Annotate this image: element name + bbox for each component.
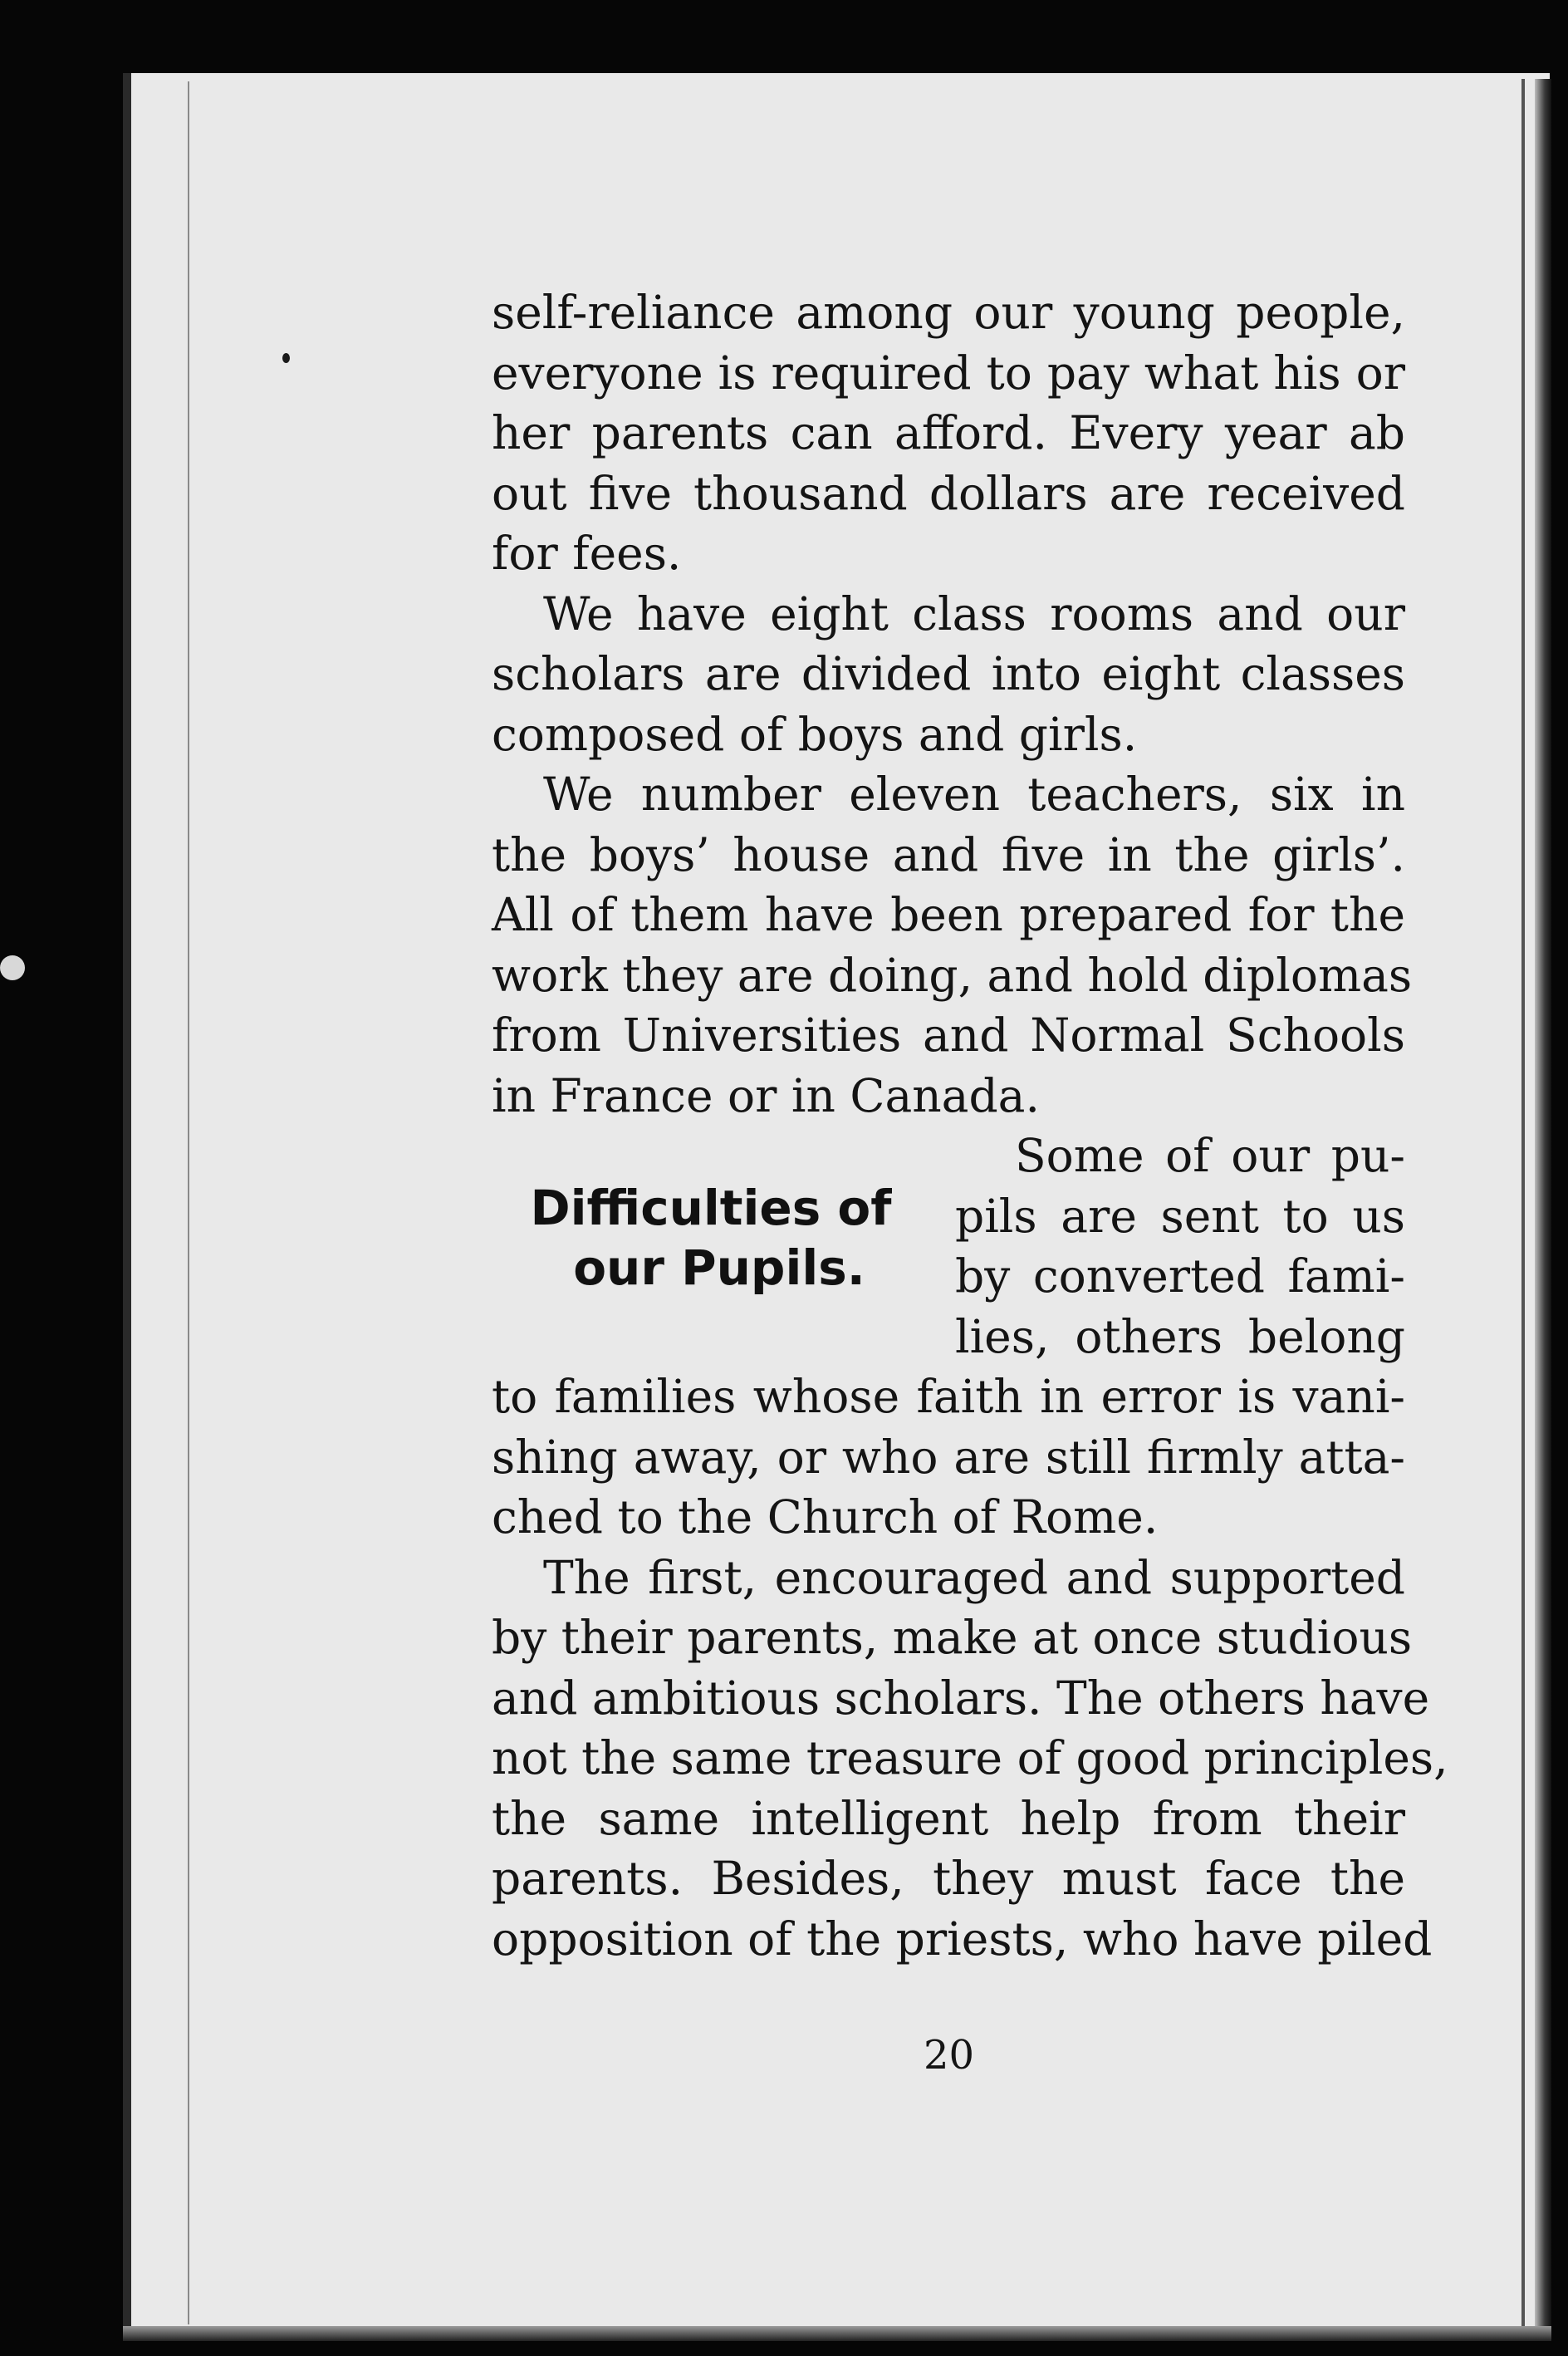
- scan-speck: [282, 353, 290, 363]
- page-margin-rule: [188, 81, 189, 2324]
- body-text-top: [492, 282, 1413, 1126]
- text-line: and ambitious scholars. The others have: [492, 1671, 1430, 1725]
- side-heading-line: our Pupils.: [573, 1239, 865, 1296]
- text-line: All of them have been prepared for the: [492, 888, 1405, 941]
- text-line: ched to the Church of Rome.: [492, 1490, 1159, 1544]
- text-line: the boys’ house and five in the girls’.: [492, 827, 1405, 881]
- page-edge: [1521, 79, 1525, 2339]
- side-heading-line: Difficulties of: [530, 1180, 892, 1236]
- text-line: for fees.: [492, 527, 682, 580]
- body-text-narrow: [955, 1126, 1405, 1367]
- text-line: Some of our pu-: [1015, 1129, 1405, 1182]
- text-line: opposition of the priests, who have piled: [492, 1912, 1433, 1966]
- text-line: pils are sent to us: [955, 1189, 1405, 1243]
- text-line: parents. Besides, they must face the: [492, 1852, 1405, 1905]
- text-line: composed of boys and girls.: [492, 707, 1138, 761]
- text-line: shing away, or who are still firmly atta-: [492, 1430, 1405, 1484]
- text-line: self-reliance among our young people,: [492, 286, 1405, 339]
- text-line: not the same treasure of good principles,: [492, 1731, 1448, 1784]
- text-line: The first, encouraged and supported: [543, 1550, 1405, 1604]
- text-line: the same intelligent help from their: [492, 1791, 1405, 1845]
- body-text-bottom: [492, 1367, 1448, 1969]
- text-line: by their parents, make at once studious: [492, 1611, 1413, 1664]
- side-heading: [495, 1178, 927, 1298]
- text-line: work they are doing, and hold diplomas: [492, 948, 1413, 1002]
- page-bottom-shadow: [123, 2326, 1551, 2341]
- text-line: everyone is required to pay what his or: [492, 346, 1405, 400]
- text-line: in France or in Canada.: [492, 1068, 1040, 1122]
- text-line: to families whose faith in error is vani-: [492, 1370, 1405, 1423]
- text-line: We number eleven teachers, six in: [543, 768, 1405, 821]
- text-line: from Universities and Normal Schools: [492, 1009, 1405, 1062]
- text-line: her parents can afford. Every year ab: [492, 406, 1405, 459]
- page-number: 20: [924, 2032, 975, 2079]
- book-spine: [1535, 79, 1551, 2339]
- text-line: out five thousand dollars are received: [492, 466, 1405, 520]
- text-line: by converted fami-: [955, 1249, 1405, 1303]
- text-line: scholars are divided into eight classes: [492, 647, 1405, 700]
- text-line: We have eight class rooms and our: [543, 587, 1405, 641]
- scan-speck: [0, 955, 25, 980]
- text-line: lies, others belong: [955, 1309, 1405, 1363]
